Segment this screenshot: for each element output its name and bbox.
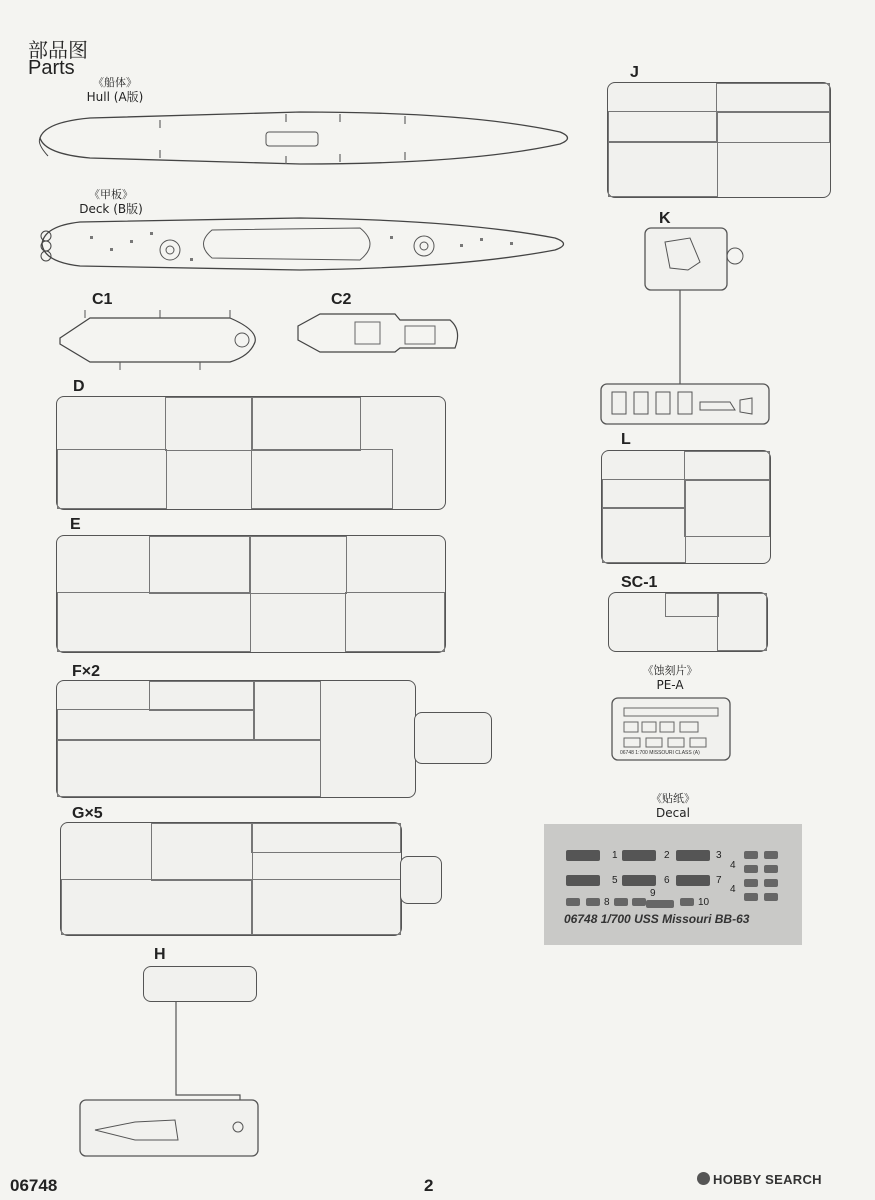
sprue-label-g: G×5 <box>72 805 103 822</box>
decal-small <box>744 851 758 859</box>
sprue-label-j: J <box>630 64 639 81</box>
product-code: 06748 <box>10 1176 58 1195</box>
page-title-cn: 部品图 <box>28 38 88 62</box>
decal-piece-1 <box>566 850 600 861</box>
sprue-label-l: L <box>621 431 631 448</box>
decal-small <box>646 900 674 908</box>
sprue-label-e: E <box>70 516 81 533</box>
decal-number-5: 5 <box>612 875 618 886</box>
decal-number-4a: 4 <box>730 860 736 871</box>
decal-small <box>614 898 628 906</box>
sprue-label-c2: C2 <box>331 291 352 308</box>
sprue-j <box>607 82 831 198</box>
sprue-f-side <box>414 712 492 764</box>
decal-piece-7 <box>676 875 710 886</box>
decal-piece-5 <box>566 875 600 886</box>
decal-small <box>764 879 778 887</box>
decal-number-4b: 4 <box>730 884 736 895</box>
decal-small <box>764 851 778 859</box>
page-number: 2 <box>424 1176 434 1195</box>
hull-label-cn: 《船体》 <box>93 76 137 89</box>
decal-small <box>764 865 778 873</box>
decal-small <box>744 879 758 887</box>
c2-part <box>298 314 458 352</box>
sprue-h-top <box>143 966 257 1002</box>
hull-label: Hull (A版) <box>86 90 144 104</box>
decal-sheet <box>544 824 802 945</box>
sprue-g-side <box>400 856 442 904</box>
sprue-f <box>56 680 416 798</box>
decal-number-7: 7 <box>716 875 722 886</box>
decal-number-2: 2 <box>664 850 670 861</box>
watermark-icon <box>697 1172 710 1185</box>
decal-number-6: 6 <box>664 875 670 886</box>
decal-piece-2 <box>622 850 656 861</box>
pe-caption <box>625 664 715 692</box>
sprue-sc1 <box>608 592 768 652</box>
sprue-label-c1: C1 <box>92 291 113 308</box>
decal-small <box>744 893 758 901</box>
decal-caption <box>628 792 718 820</box>
sprue-g <box>60 822 402 936</box>
watermark: HOBBY SEARCH <box>713 1172 822 1187</box>
decal-number-1: 1 <box>612 850 618 861</box>
pe-plate-text: 06748 1:700 MISSOURI CLASS (A) <box>620 750 700 756</box>
sprue-label-h: H <box>154 946 166 963</box>
c1-part <box>60 318 255 362</box>
decal-number-10: 10 <box>698 897 710 908</box>
decal-small <box>680 898 694 906</box>
decal-small <box>764 893 778 901</box>
page-title: Parts <box>28 57 75 79</box>
sprue-label-k: K <box>659 210 671 227</box>
decal-number-9: 9 <box>650 888 656 899</box>
pe-label: PE-A <box>656 678 684 692</box>
decal-small <box>632 898 646 906</box>
pe-label-cn: 《蚀刻片》 <box>642 664 698 677</box>
hull-part <box>40 112 568 164</box>
sprue-label-sc1: SC-1 <box>621 574 658 591</box>
sprue-e <box>56 535 446 653</box>
decal-piece-3 <box>676 850 710 861</box>
deck-label: Deck (B版) <box>79 202 143 216</box>
decal-label-cn: 《贴纸》 <box>651 792 695 805</box>
sprue-d <box>56 396 446 510</box>
decal-number-8: 8 <box>604 897 610 908</box>
sprue-label-f: F×2 <box>72 663 101 680</box>
deck-part <box>42 218 564 270</box>
decal-subtitle: 06748 1/700 USS Missouri BB-63 <box>564 912 750 926</box>
sprue-l <box>601 450 771 564</box>
decal-small <box>586 898 600 906</box>
sprue-label-d: D <box>73 378 85 395</box>
decal-small <box>744 865 758 873</box>
sprue-k-top <box>645 228 727 290</box>
deck-label-cn: 《甲板》 <box>89 188 133 201</box>
decal-label: Decal <box>656 806 690 820</box>
decal-number-3: 3 <box>716 850 722 861</box>
decal-piece-6 <box>622 875 656 886</box>
decal-small <box>566 898 580 906</box>
